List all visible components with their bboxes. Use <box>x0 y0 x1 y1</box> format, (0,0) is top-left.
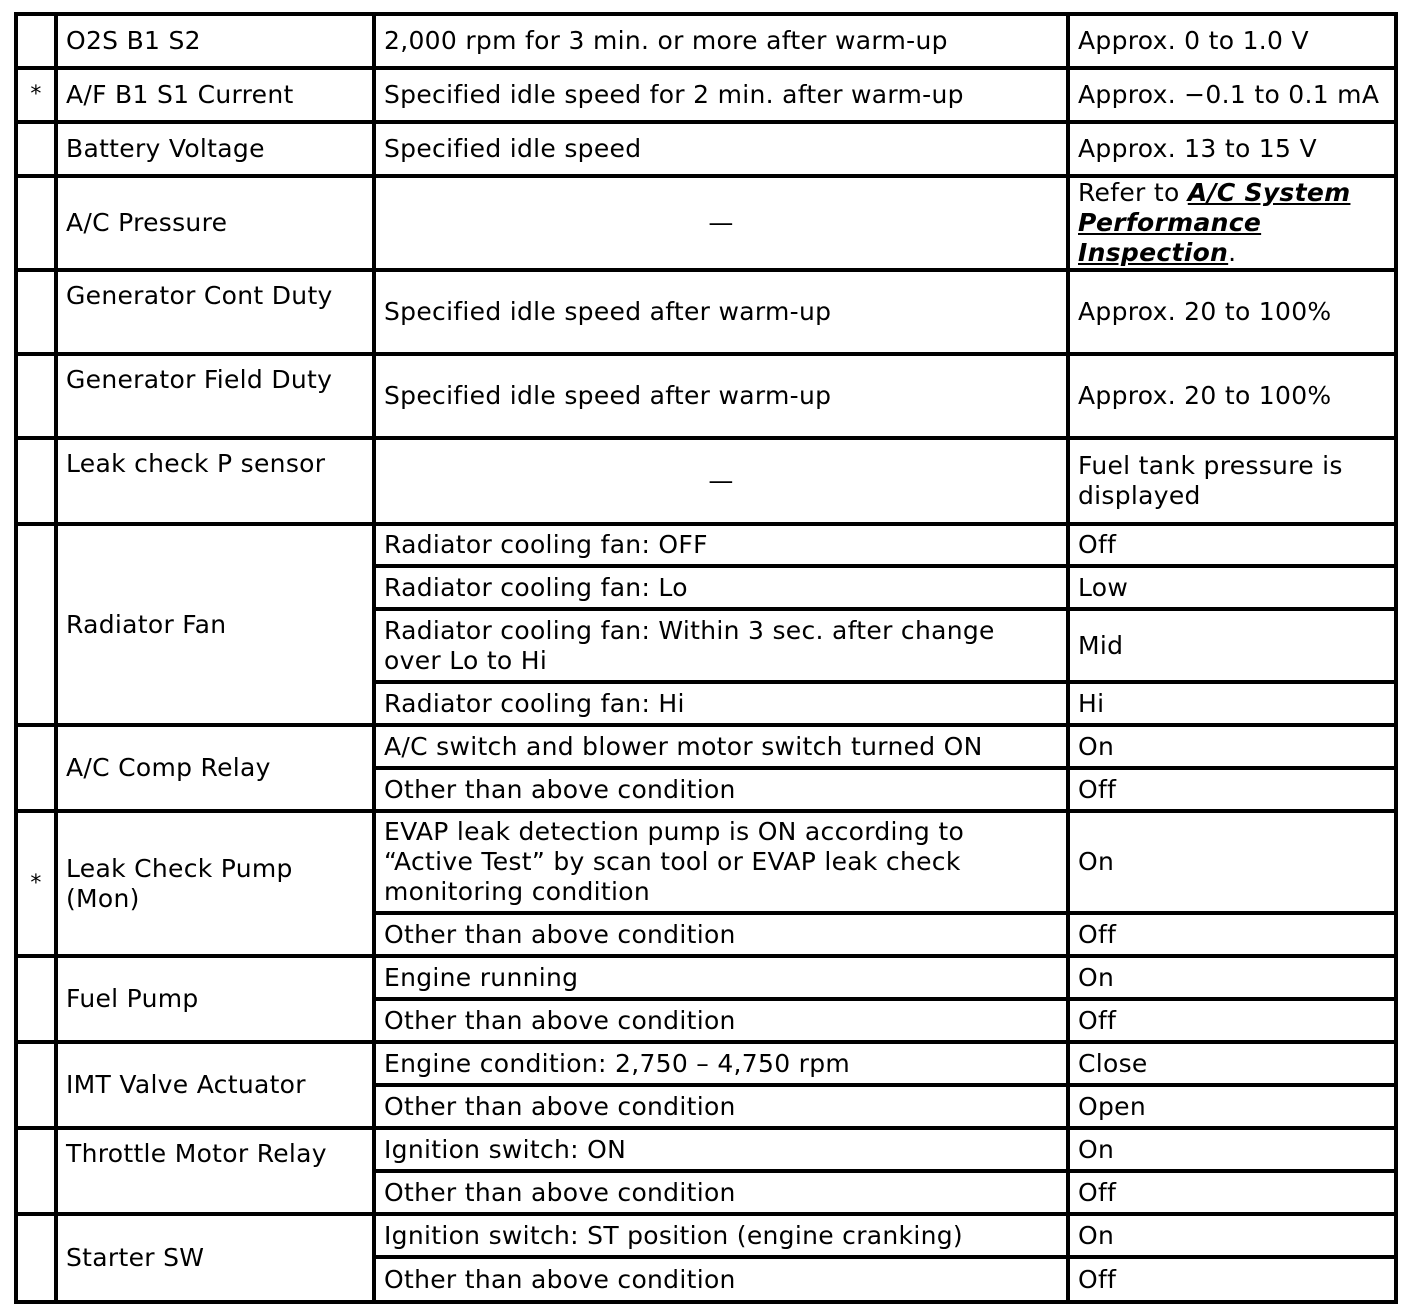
value-cell: On <box>1068 725 1396 768</box>
mark-cell <box>16 176 56 270</box>
value-cell: Mid <box>1068 609 1396 682</box>
item-name: IMT Valve Actuator <box>56 1042 374 1128</box>
table-row <box>16 1214 1396 1257</box>
value-cell: Hi <box>1068 682 1396 725</box>
condition-cell: Specified idle speed for 2 min. after warm-up <box>374 68 1068 122</box>
table-row <box>16 14 1396 68</box>
item-name: Throttle Motor Relay <box>56 1128 374 1214</box>
item-name: Leak check P sensor <box>56 438 374 524</box>
value-cell: On <box>1068 1214 1396 1257</box>
condition-cell: Specified idle speed after warm-up <box>374 270 1068 354</box>
mark-cell: * <box>16 811 56 956</box>
value-cell: Approx. 0 to 1.0 V <box>1068 14 1396 68</box>
mark-cell <box>16 1214 56 1302</box>
mark-cell <box>16 354 56 438</box>
condition-cell: Other than above condition <box>374 1171 1068 1214</box>
mark-cell <box>16 270 56 354</box>
value-cell: Off <box>1068 913 1396 956</box>
condition-cell: A/C switch and blower motor switch turned ON <box>374 725 1068 768</box>
mark-cell <box>16 524 56 725</box>
value-cell: Off <box>1068 1257 1396 1302</box>
condition-cell: Other than above condition <box>374 1085 1068 1128</box>
mark-cell <box>16 122 56 176</box>
item-name: Radiator Fan <box>56 524 374 725</box>
table-row <box>16 176 1396 270</box>
value-cell: On <box>1068 956 1396 999</box>
item-name: O2S B1 S2 <box>56 14 374 68</box>
condition-cell: Radiator cooling fan: Hi <box>374 682 1068 725</box>
value-cell: Fuel tank pressure is displayed <box>1068 438 1396 524</box>
table-row <box>16 524 1396 566</box>
mark-cell <box>16 438 56 524</box>
item-name: Starter SW <box>56 1214 374 1302</box>
condition-cell: Engine condition: 2,750 – 4,750 rpm <box>374 1042 1068 1085</box>
mark-cell <box>16 1042 56 1128</box>
table-row <box>16 68 1396 122</box>
table-row <box>16 122 1396 176</box>
value-cell: Open <box>1068 1085 1396 1128</box>
table-row <box>16 354 1396 438</box>
mark-cell <box>16 1128 56 1214</box>
condition-cell: Radiator cooling fan: OFF <box>374 524 1068 566</box>
item-name: A/C Comp Relay <box>56 725 374 811</box>
item-name: A/C Pressure <box>56 176 374 270</box>
item-name: Battery Voltage <box>56 122 374 176</box>
item-name: Leak Check Pump (Mon) <box>56 811 374 956</box>
value-cell: Off <box>1068 1171 1396 1214</box>
condition-cell: Radiator cooling fan: Lo <box>374 566 1068 609</box>
condition-cell: Other than above condition <box>374 999 1068 1042</box>
value-cell: Off <box>1068 524 1396 566</box>
value-cell: On <box>1068 811 1396 913</box>
mark-cell: * <box>16 68 56 122</box>
value-prefix: Refer to <box>1078 178 1188 207</box>
table-row <box>16 1042 1396 1085</box>
value-cell: Approx. 20 to 100% <box>1068 270 1396 354</box>
performance-inspection-link[interactable]: A/C System Performance Inspection <box>1078 178 1351 267</box>
table-row <box>16 725 1396 768</box>
item-name: A/F B1 S1 Current <box>56 68 374 122</box>
condition-cell: Other than above condition <box>374 1257 1068 1302</box>
value-cell: Approx. −0.1 to 0.1 mA <box>1068 68 1396 122</box>
data-list-table <box>14 12 1398 1304</box>
table-row <box>16 438 1396 524</box>
table-row <box>16 270 1396 354</box>
item-name: Generator Cont Duty <box>56 270 374 354</box>
condition-cell: Ignition switch: ST position (engine cranking) <box>374 1214 1068 1257</box>
condition-cell: Other than above condition <box>374 768 1068 811</box>
condition-cell: — <box>374 438 1068 524</box>
value-cell: Approx. 20 to 100% <box>1068 354 1396 438</box>
condition-cell: Specified idle speed <box>374 122 1068 176</box>
condition-cell: 2,000 rpm for 3 min. or more after warm-up <box>374 14 1068 68</box>
value-cell: Off <box>1068 999 1396 1042</box>
value-cell: On <box>1068 1128 1396 1171</box>
condition-cell: Engine running <box>374 956 1068 999</box>
table-row <box>16 1128 1396 1171</box>
table-row <box>16 811 1396 913</box>
table-row <box>16 956 1396 999</box>
condition-cell: Specified idle speed after warm-up <box>374 354 1068 438</box>
value-suffix: . <box>1228 238 1237 267</box>
value-cell: Close <box>1068 1042 1396 1085</box>
item-name: Generator Field Duty <box>56 354 374 438</box>
item-name: Fuel Pump <box>56 956 374 1042</box>
value-cell: Low <box>1068 566 1396 609</box>
condition-cell: Radiator cooling fan: Within 3 sec. after change over Lo to Hi <box>374 609 1068 682</box>
condition-cell: Other than above condition <box>374 913 1068 956</box>
condition-cell: — <box>374 176 1068 270</box>
value-cell: Approx. 13 to 15 V <box>1068 122 1396 176</box>
condition-cell: Ignition switch: ON <box>374 1128 1068 1171</box>
mark-cell <box>16 14 56 68</box>
mark-cell <box>16 956 56 1042</box>
value-cell <box>1068 176 1396 270</box>
value-cell: Off <box>1068 768 1396 811</box>
condition-cell: EVAP leak detection pump is ON according to “Active Test” by scan tool or EVAP leak check monitoring condition <box>374 811 1068 913</box>
mark-cell <box>16 725 56 811</box>
